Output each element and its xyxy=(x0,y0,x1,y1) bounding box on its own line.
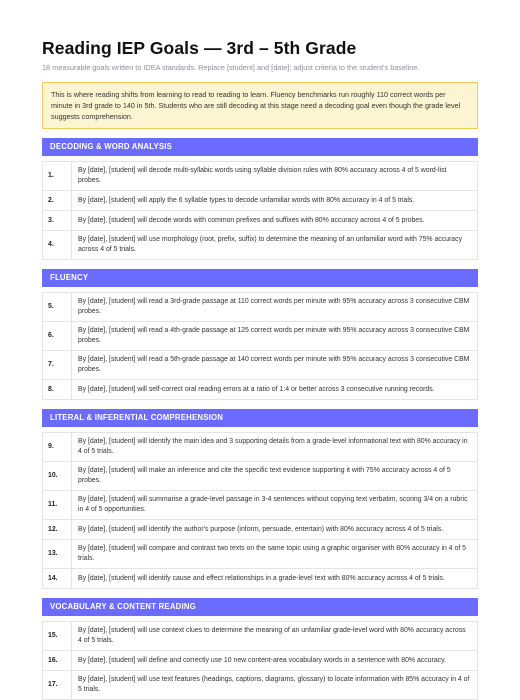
goal-row xyxy=(43,671,478,700)
goal-number: 2. xyxy=(43,191,72,211)
goal-number: 12. xyxy=(43,520,72,540)
goal-text: By [date], [student] will summarise a grade-level passage in 3-4 sentences without copying text verbatim, scoring 3/4 on a rubric in 4 of 5 opportunities. xyxy=(72,491,478,520)
goal-text: By [date], [student] will use text features (headings, captions, diagrams, glossary) to locate information with 85% accuracy in 4 of 5 trials. xyxy=(72,671,478,700)
goal-number: 4. xyxy=(43,231,72,260)
section-heading: VOCABULARY & CONTENT READING xyxy=(42,598,478,616)
goals-table xyxy=(42,621,478,700)
goal-number: 10. xyxy=(43,462,72,491)
goal-text: By [date], [student] will identify the author's purpose (inform, persuade, entertain) with 80% accuracy across 4 of 5 trials. xyxy=(72,520,478,540)
goal-row xyxy=(43,191,478,211)
goal-number: 9. xyxy=(43,433,72,462)
section-heading: FLUENCY xyxy=(42,269,478,287)
goal-text: By [date], [student] will decode multi-syllabic words using syllable division rules with 80% accuracy across 4 of 5 word-list probes. xyxy=(72,162,478,191)
goal-text: By [date], [student] will use morphology (root, prefix, suffix) to determine the meaning of an unfamiliar word with 75% accuracy across 4 of 5 trials. xyxy=(72,231,478,260)
goal-number: 1. xyxy=(43,162,72,191)
goal-text: By [date], [student] will define and correctly use 10 new content-area vocabulary words in a sentence with 80% accuracy. xyxy=(72,651,478,671)
goal-number: 8. xyxy=(43,380,72,400)
goal-number: 5. xyxy=(43,293,72,322)
goal-row xyxy=(43,622,478,651)
goal-number: 7. xyxy=(43,351,72,380)
goal-row xyxy=(43,433,478,462)
goal-text: By [date], [student] will make an inference and cite the specific text evidence supporting it with 75% accuracy across 4 of 5 probes. xyxy=(72,462,478,491)
goal-row xyxy=(43,322,478,351)
goal-text: By [date], [student] will read a 4th-grade passage at 125 correct words per minute with 95% accuracy across 3 consecutive CBM probes. xyxy=(72,322,478,351)
intro-note: This is where reading shifts from learning to read to reading to learn. Fluency benchmarks run roughly 110 correct words per minute in 3rd grade to 140 in 5th. Students who are still decoding at this stage need a decoding goal even though the grade level suggests comprehension. xyxy=(42,82,478,129)
goal-row xyxy=(43,462,478,491)
page-title: Reading IEP Goals — 3rd – 5th Grade xyxy=(42,38,357,58)
goal-text: By [date], [student] will identify cause and effect relationships in a grade-level text with 80% accuracy across 4 of 5 trials. xyxy=(72,569,478,589)
goal-text: By [date], [student] will compare and contrast two texts on the same topic using a graphic organiser with 80% accuracy in 4 of 5 trials. xyxy=(72,540,478,569)
goal-text: By [date], [student] will identify the main idea and 3 supporting details from a grade-level informational text with 80% accuracy in 4 of 5 trials. xyxy=(72,433,478,462)
goal-section xyxy=(42,269,478,400)
goal-text: By [date], [student] will self-correct oral reading errors at a ratio of 1:4 or better across 3 consecutive running records. xyxy=(72,380,478,400)
goal-row xyxy=(43,231,478,260)
goal-row xyxy=(43,569,478,589)
goal-number: 6. xyxy=(43,322,72,351)
section-heading: LITERAL & INFERENTIAL COMPREHENSION xyxy=(42,409,478,427)
goal-row xyxy=(43,540,478,569)
goal-section xyxy=(42,598,478,700)
goal-row xyxy=(43,520,478,540)
goal-section xyxy=(42,409,478,589)
goal-number: 17. xyxy=(43,671,72,700)
goal-row xyxy=(43,211,478,231)
goals-table xyxy=(42,161,478,260)
goal-section xyxy=(42,138,478,260)
goal-number: 13. xyxy=(43,540,72,569)
goal-row xyxy=(43,162,478,191)
goal-row xyxy=(43,351,478,380)
goal-number: 15. xyxy=(43,622,72,651)
goal-number: 16. xyxy=(43,651,72,671)
goal-text: By [date], [student] will use context clues to determine the meaning of an unfamiliar grade-level word with 80% accuracy across 4 of 5 trials. xyxy=(72,622,478,651)
goal-text: By [date], [student] will apply the 6 syllable types to decode unfamiliar words with 80% accuracy in 4 of 5 trials. xyxy=(72,191,478,211)
goal-sections xyxy=(42,138,478,700)
goal-row xyxy=(43,491,478,520)
goal-number: 11. xyxy=(43,491,72,520)
section-heading: DECODING & WORD ANALYSIS xyxy=(42,138,478,156)
goal-number: 3. xyxy=(43,211,72,231)
goal-row xyxy=(43,293,478,322)
goals-table xyxy=(42,432,478,589)
goal-text: By [date], [student] will read a 5th-grade passage at 140 correct words per minute with 95% accuracy across 3 consecutive CBM probes. xyxy=(72,351,478,380)
goal-row xyxy=(43,651,478,671)
goal-number: 14. xyxy=(43,569,72,589)
goal-text: By [date], [student] will decode words with common prefixes and suffixes with 80% accuracy across 4 of 5 probes. xyxy=(72,211,478,231)
goal-row xyxy=(43,380,478,400)
goal-text: By [date], [student] will read a 3rd-grade passage at 110 correct words per minute with 95% accuracy across 3 consecutive CBM probes. xyxy=(72,293,478,322)
page-subtitle: 18 measurable goals written to IDEA standards. Replace [student] and [date]; adjust criteria to the student's baseline. xyxy=(42,63,420,72)
goals-table xyxy=(42,292,478,400)
